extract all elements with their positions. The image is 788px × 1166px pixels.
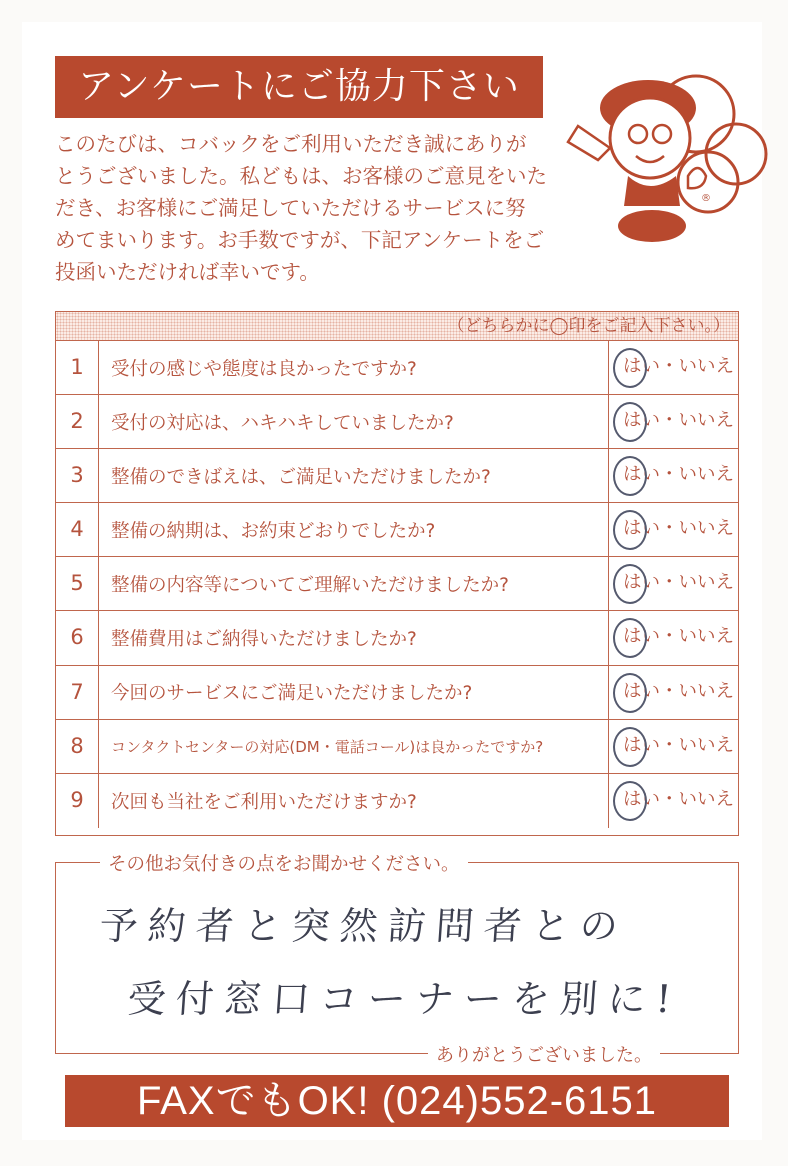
- answer-choice[interactable]: [608, 341, 738, 394]
- question-text: 整備の納期は、お約束どおりでしたか?: [111, 520, 436, 542]
- circled-yes-mark: [613, 402, 647, 442]
- survey-instruction: （どちらかに◯印をご記入下さい。）: [56, 312, 738, 341]
- answer-text: はい・いいえ: [623, 464, 735, 486]
- intro-line: このたびは、コバックをご利用いただき誠にありが: [55, 132, 527, 156]
- mascot-icon: [548, 56, 768, 256]
- answer-text: はい・いいえ: [623, 356, 735, 377]
- comment-box[interactable]: [55, 862, 739, 1054]
- question-row: [56, 774, 738, 828]
- question-row: [56, 666, 738, 720]
- question-text: 整備のできばえは、ご満足いただけましたか?: [111, 466, 491, 488]
- question-number: 9: [56, 774, 99, 828]
- question-number: 3: [56, 449, 99, 502]
- intro-line: めてまいります。お手数ですが、下記アンケートをご: [55, 228, 545, 252]
- answer-text: はい・いいえ: [623, 410, 735, 432]
- answer-choice[interactable]: [608, 503, 738, 556]
- question-number: 1: [56, 341, 99, 394]
- answer-text: はい・いいえ: [623, 734, 735, 756]
- circled-yes-mark: [613, 673, 647, 713]
- answer-text: はい・いいえ: [623, 518, 735, 540]
- question-text: 整備の内容等についてご理解いただけましたか?: [111, 574, 509, 596]
- answer-choice[interactable]: [608, 666, 738, 719]
- question-row: [56, 557, 738, 611]
- question-text: 今回のサービスにご満足いただけましたか?: [111, 683, 473, 705]
- intro-text: [55, 128, 555, 288]
- answer-text: はい・いいえ: [623, 626, 735, 648]
- answer-choice[interactable]: [608, 720, 738, 773]
- answer-choice[interactable]: [608, 774, 738, 828]
- closing-thanks: ありがとうございました。: [428, 1041, 660, 1067]
- answer-choice[interactable]: [608, 611, 738, 664]
- question-text: コンタクトセンターの対応(DM・電話コール)は良かったですか?: [111, 737, 544, 756]
- circled-yes-mark: [613, 564, 647, 604]
- question-row: [56, 611, 738, 665]
- circled-yes-mark: [613, 618, 647, 658]
- question-text: 受付の対応は、ハキハキしていましたか?: [111, 412, 454, 434]
- survey-table: [55, 311, 739, 836]
- answer-choice[interactable]: [608, 449, 738, 502]
- circled-yes-mark: [613, 727, 647, 767]
- question-number: 8: [56, 720, 99, 773]
- intro-line: とうございました。私どもは、お客様のご意見をいた: [55, 164, 547, 188]
- circled-yes-mark: [613, 781, 647, 821]
- answer-choice[interactable]: [608, 557, 738, 610]
- circled-yes-mark: [613, 348, 647, 388]
- answer-text: はい・いいえ: [623, 788, 735, 810]
- question-number: 5: [56, 557, 99, 610]
- question-number: 7: [56, 666, 99, 719]
- intro-line: だき、お客様にご満足していただけるサービスに努: [55, 196, 526, 220]
- circled-yes-mark: [613, 456, 647, 496]
- handwritten-comment-line: 予約者と突然訪問者との: [98, 904, 630, 948]
- question-row: [56, 720, 738, 774]
- question-row: [56, 503, 738, 557]
- intro-line: 投函いただければ幸いです。: [55, 260, 320, 284]
- handwritten-comment-line: 受付窓口コーナーを別に!: [126, 977, 683, 1021]
- registered-mark: ®: [701, 193, 711, 204]
- question-row: [56, 449, 738, 503]
- answer-text: はい・いいえ: [623, 680, 735, 702]
- fax-banner: FAXでもOK! (024)552-6151: [65, 1075, 729, 1127]
- question-number: 6: [56, 611, 99, 664]
- answer-choice[interactable]: [608, 395, 738, 448]
- question-text: 整備費用はご納得いただけましたか?: [111, 629, 417, 651]
- question-number: 2: [56, 395, 99, 448]
- page-title: アンケートにご協力下さい: [55, 56, 543, 118]
- question-number: 4: [56, 503, 99, 556]
- question-row: [56, 395, 738, 449]
- answer-text: はい・いいえ: [623, 572, 735, 594]
- question-text: 受付の感じや態度は良かったですか?: [111, 358, 417, 380]
- circled-yes-mark: [613, 510, 647, 550]
- comment-label: その他お気付きの点をお聞かせください。: [100, 850, 468, 876]
- question-row: [56, 341, 738, 395]
- question-text: 次回も当社をご利用いただけますか?: [111, 791, 417, 813]
